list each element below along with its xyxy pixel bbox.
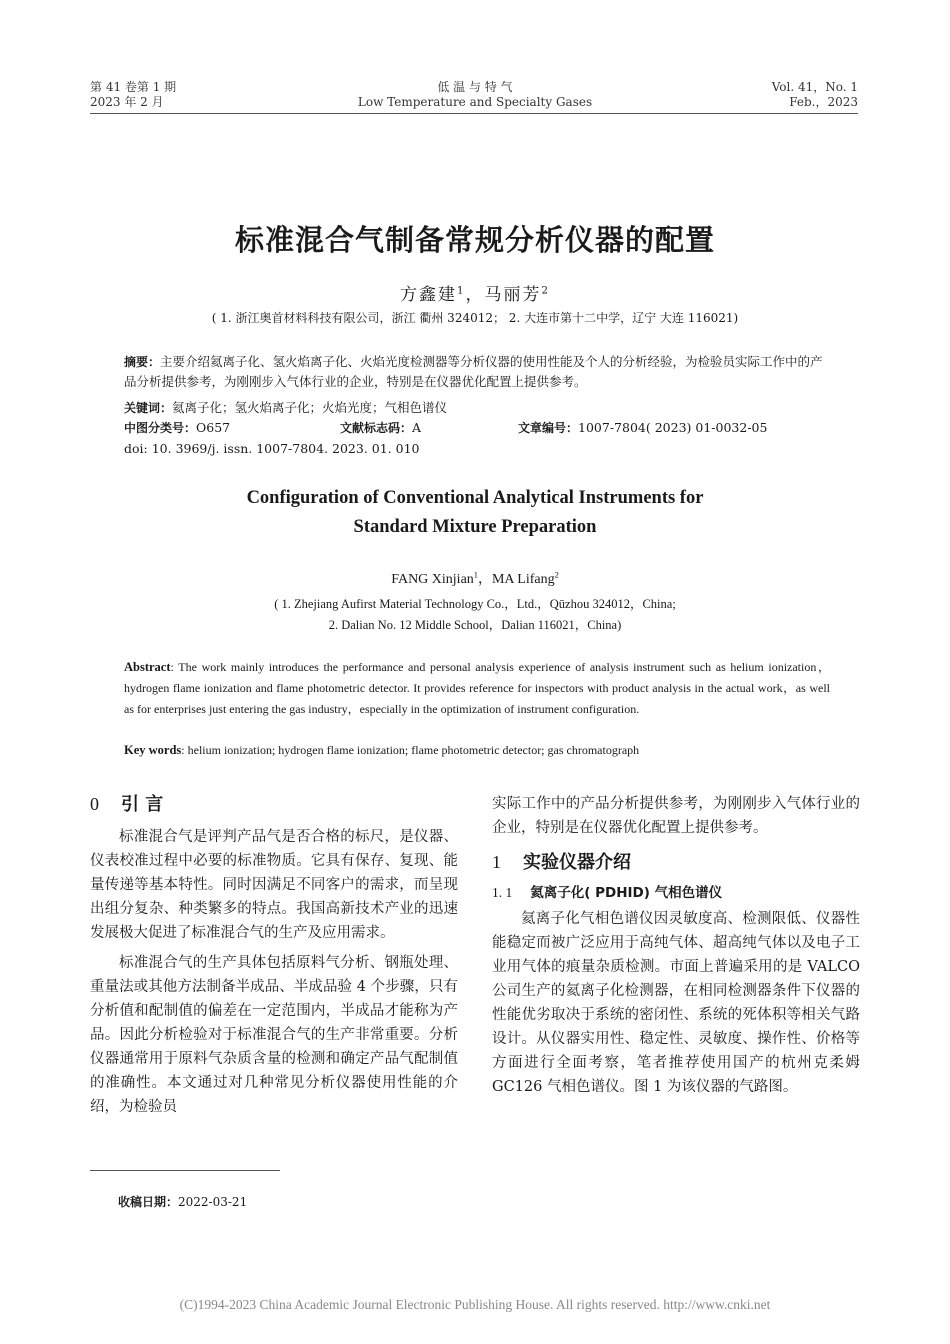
section-heading-instruments (492, 850, 860, 875)
subsection-number: 1. 1 (492, 885, 513, 900)
author-affiliation-marker: 2 (554, 570, 559, 580)
author-affiliation-marker: 2 (541, 285, 550, 297)
running-header-left (90, 80, 176, 110)
received-date-value: 2022-03-21 (178, 1195, 248, 1209)
keywords-en (124, 743, 830, 758)
document-code (340, 418, 421, 438)
title-en-line: Configuration of Conventional Analytical Instruments for (246, 488, 704, 508)
abstract-en-label: Abstract (124, 660, 171, 674)
abstract-cn (124, 352, 830, 391)
keywords-text: 氦离子化；氢火焰离子化；火焰光度；气相色谱仪 (172, 400, 448, 415)
author-name: 方鑫建 (400, 285, 458, 305)
received-date-footnote (118, 1193, 247, 1210)
body-paragraph: 标准混合气的生产具体包括原料气分析、钢瓶处理、重量法或其他方法制备半成品、半成品验 4 个步骤，只有分析值和配制值的偏差在一定范围内，半成品才能称为产品。因此分析检验对于标准混合气的生产非常重要。分析仪器通常用于原料气杂质含量的检测和确定产品气配制值的准确性。本文通过对几种常见分析仪器使用性能的介绍，为检验员 (90, 955, 458, 1115)
running-header-right (772, 80, 858, 110)
affiliation-en (0, 594, 950, 636)
received-date-label: 收稿日期： (118, 1195, 179, 1209)
journal-name-en: Low Temperature and Specialty Gases (357, 95, 593, 109)
abstract-en-text: : The work mainly introduces the performance and personal analysis experience of analysis instrument such as helium ionization，hydrogen flame ionization and flame photometric detector. It provides reference for inspectors with product analysis in the actual work，as well as for enterprises just entering the gas industry，especially in the optimization of instrument configuration. (124, 660, 830, 716)
paper-title-cn: 标准混合气制备常规分析仪器的配置 (234, 223, 715, 257)
copyright-notice: (C)1994-2023 China Academic Journal Electronic Publishing House. All rights reserved. http://www.cnki.net (179, 1297, 771, 1312)
clc-number (124, 418, 230, 438)
author-affiliation-marker: 1 (457, 285, 466, 297)
affiliation-cn: ( 1. 浙江奥首材料科技有限公司，浙江 衢州 324012； 2. 大连市第十二中学，辽宁 大连 116021) (211, 311, 739, 325)
subsection-title: 氦离子化( PDHID) 气相色谱仪 (530, 885, 723, 901)
authors-en (0, 568, 950, 588)
section-title: 引 言 (121, 794, 164, 815)
author-separator: ， (465, 285, 485, 305)
abstract-text: 主要介绍氦离子化、氢火焰离子化、火焰光度检测器等分析仪器的使用性能及个人的分析经验，为检验员实际工作中的产品分析提供参考，为刚刚步入气体行业的企业，特别是在仪器优化配置上提供参考。 (124, 354, 823, 389)
body-paragraph: 氦离子化气相色谱仪因灵敏度高、检测限低、仪器性能稳定而被广泛应用于高纯气体、超高纯气体以及电子工业用气体的痕量杂质检测。市面上普遍采用的是 VALCO 公司生产的氦离子化检测器，在相同检测器条件下仪器的性能优劣取决于系统的密闭性、系统的死体积等相关气路设计。从仪器实用性、稳定性、灵敏度、操作性、价格等方面进行全面考察，笔者推荐使用国产的杭州克柔姆 GC126 气相色谱仪。图 1 为该仪器的气路图。 (492, 911, 860, 1095)
article-number-label: 文章编号： (518, 421, 579, 435)
paper-title-en (0, 484, 950, 542)
journal-name-cn: 低 温 与 特 气 (437, 80, 513, 94)
author-name: 马丽芳 (484, 285, 542, 305)
volume-issue: 第 41 卷第 1 期 (90, 80, 177, 94)
volume-issue-en: Vol. 41，No. 1 (771, 80, 858, 94)
subsection-heading-pdhid (492, 881, 860, 905)
keywords-cn (124, 398, 830, 418)
abstract-label: 摘要： (124, 355, 161, 369)
abstract-en (124, 657, 830, 720)
body-paragraph: 标准混合气是评判产品气是否合格的标尺，是仪器、仪表校准过程中必要的标准物质。它具有保存、复现、能量传递等基本特性。同时因满足不同客户的需求，而呈现出组分复杂、种类繁多的特点。我国高新技术产业的迅速发展极大促进了标准混合气的生产及应用需求。 (90, 829, 458, 941)
clc-value: O657 (196, 420, 231, 435)
body-paragraph-continued: 实际工作中的产品分析提供参考，为刚刚步入气体行业的企业，特别是在仪器优化配置上提供参考。 (492, 796, 860, 836)
article-number (518, 418, 767, 438)
section-title: 实验仪器介绍 (523, 852, 631, 873)
body-right-column (492, 792, 860, 1099)
keywords-en-text: : helium ionization; hydrogen flame ionization; flame photometric detector; gas chromatograph (181, 743, 640, 757)
keywords-en-label: Key words (124, 743, 182, 757)
publication-date-en: Feb.，2023 (789, 95, 858, 109)
keywords-label: 关键词： (124, 401, 173, 415)
authors-cn (0, 280, 950, 305)
article-number-value: 1007-7804( 2023) 01-0032-05 (578, 420, 768, 435)
author-affiliation-marker: 1 (473, 570, 478, 580)
publication-date: 2023 年 2 月 (90, 95, 164, 109)
title-en-line: Standard Mixture Preparation (353, 517, 597, 537)
author-separator: ， (477, 572, 492, 587)
footnote-divider (90, 1170, 280, 1171)
affiliation-en-line: 2. Dalian No. 12 Middle School，Dalian 116021，China) (328, 618, 622, 632)
clc-label: 中图分类号： (124, 421, 197, 435)
author-name-en: FANG Xinjian (391, 572, 474, 587)
affiliation-en-line: ( 1. Zhejiang Aufirst Material Technology Co.，Ltd.，Qūzhou 324012，China; (274, 597, 676, 611)
section-heading-introduction (90, 792, 458, 817)
doc-code-value: A (412, 420, 422, 435)
section-number: 1 (492, 852, 501, 872)
doi[interactable]: doi: 10. 3969/j. issn. 1007-7804. 2023. 01. 010 (124, 441, 420, 456)
author-name-en: MA Lifang (491, 572, 555, 587)
running-header-center (300, 80, 650, 110)
body-left-column (90, 792, 458, 1119)
section-number: 0 (90, 794, 99, 814)
doc-code-label: 文献标志码： (340, 421, 413, 435)
header-divider (90, 113, 858, 114)
